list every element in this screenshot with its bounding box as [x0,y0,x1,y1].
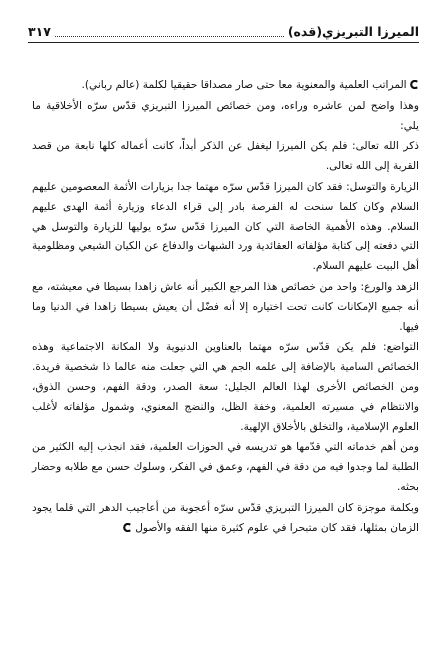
paragraph-continuation [32,76,419,96]
paragraph-text: الزهد والورع: واحد من خصائص هذا المرجع الكبير أنه عاش زاهدا بسيطا في معيشته، مع أنه جميع الإمكانات كانت تحت اختياره إلا أنه فضّل أن يعيش بسيطا زاهدا في الدنيا وما فيها. [32,280,419,333]
header-dotted-leader [55,26,284,37]
page-body [32,76,419,539]
arc-bullet-icon [123,523,132,532]
paragraph-text: ذكر الله تعالى: فلم يكن الميرزا ليغفل عن الذكر أبداً، كانت أعماله كلها نابعة من قصد القربة إلى الله تعالى. [32,140,419,173]
paragraph-text: التواضع: فلم يكن قدّس سرّه مهتما بالعناوين الدنيوية ولا المكانة الاجتماعية وهذه الخصائص السامية بالإضافة إلى علمه الجم هي التي جعلت منه عالما ذا شخصية فريدة. ومن الخصائص الأخرى لهذا العالم الجليل: سعة الصدر، ودقة الفهم، وحسن الذوق، والانتظام في مسيرته العلمية، وخفة الظل، والنضج المعنوي، وشمول مؤلفاته لأغلب العلوم الإسلامية، والتخلق بالأخلاق الإلهية. [32,341,419,433]
paragraph-text: ومن أهم خدماته التي قدّمها هو تدريسه في الحوزات العلمية، فقد انجذب إليه الكثير من الطلبة لما وجدوا فيه من دقة في الفهم، وعمق في الفكر، وسلوك حسن مع طلابه وحضار بحثه. [32,441,419,493]
paragraph-summary [32,499,419,539]
running-header [28,20,419,43]
paragraph-text: وبكلمة موجزة كان الميرزا التبريزي قدّس سرّه أعجوبة من أعاجيب الدهر التي قلما يجود الزمان بمثلها، فقد كان متبحرا في علوم كثيرة منها الفقه والأصول [32,501,419,534]
paragraph-text: الزيارة والتوسل: فقد كان الميرزا قدّس سرّه مهتما جدا بزيارات الأئمة المعصومين عليهم السلام وكان كلما سنحت له الفرصة بادر إلى قراء الدعاء وزيارة أئمة الهدى عليهم السلام. وهذه الأهمية الخاصة التي كان الميرزا قدّس سرّه يوليها للزيارة والتوسل هي التي دفعته إلى كتابة مؤلفاته العقائدية ورد الشبهات والدفاع عن الكيان الشيعي ومظلومية أهل البيت عليهم السلام. [32,180,419,273]
paragraph-ziyara [32,178,419,277]
arc-bullet-icon [410,80,419,89]
paragraph-teaching [32,438,419,497]
paragraph-text: المراتب العلمية والمعنوية معا حتى صار مصداقا حقيقيا لكلمة (عالم رباني). [81,79,407,91]
paragraph-tawadu [32,338,419,437]
header-title: الميرزا التبريزي(قده) [287,23,419,39]
paragraph-text: وهذا واضح لمن عاشره وراءه، ومن خصائص الميرزا التبريزي قدّس سرّه الأخلاقية ما يلي: [32,99,419,132]
paragraph-dhikr [32,137,419,177]
page-number: ٣١٧ [28,23,51,39]
paragraph-zuhd [32,278,419,337]
paragraph-intro [32,97,419,137]
